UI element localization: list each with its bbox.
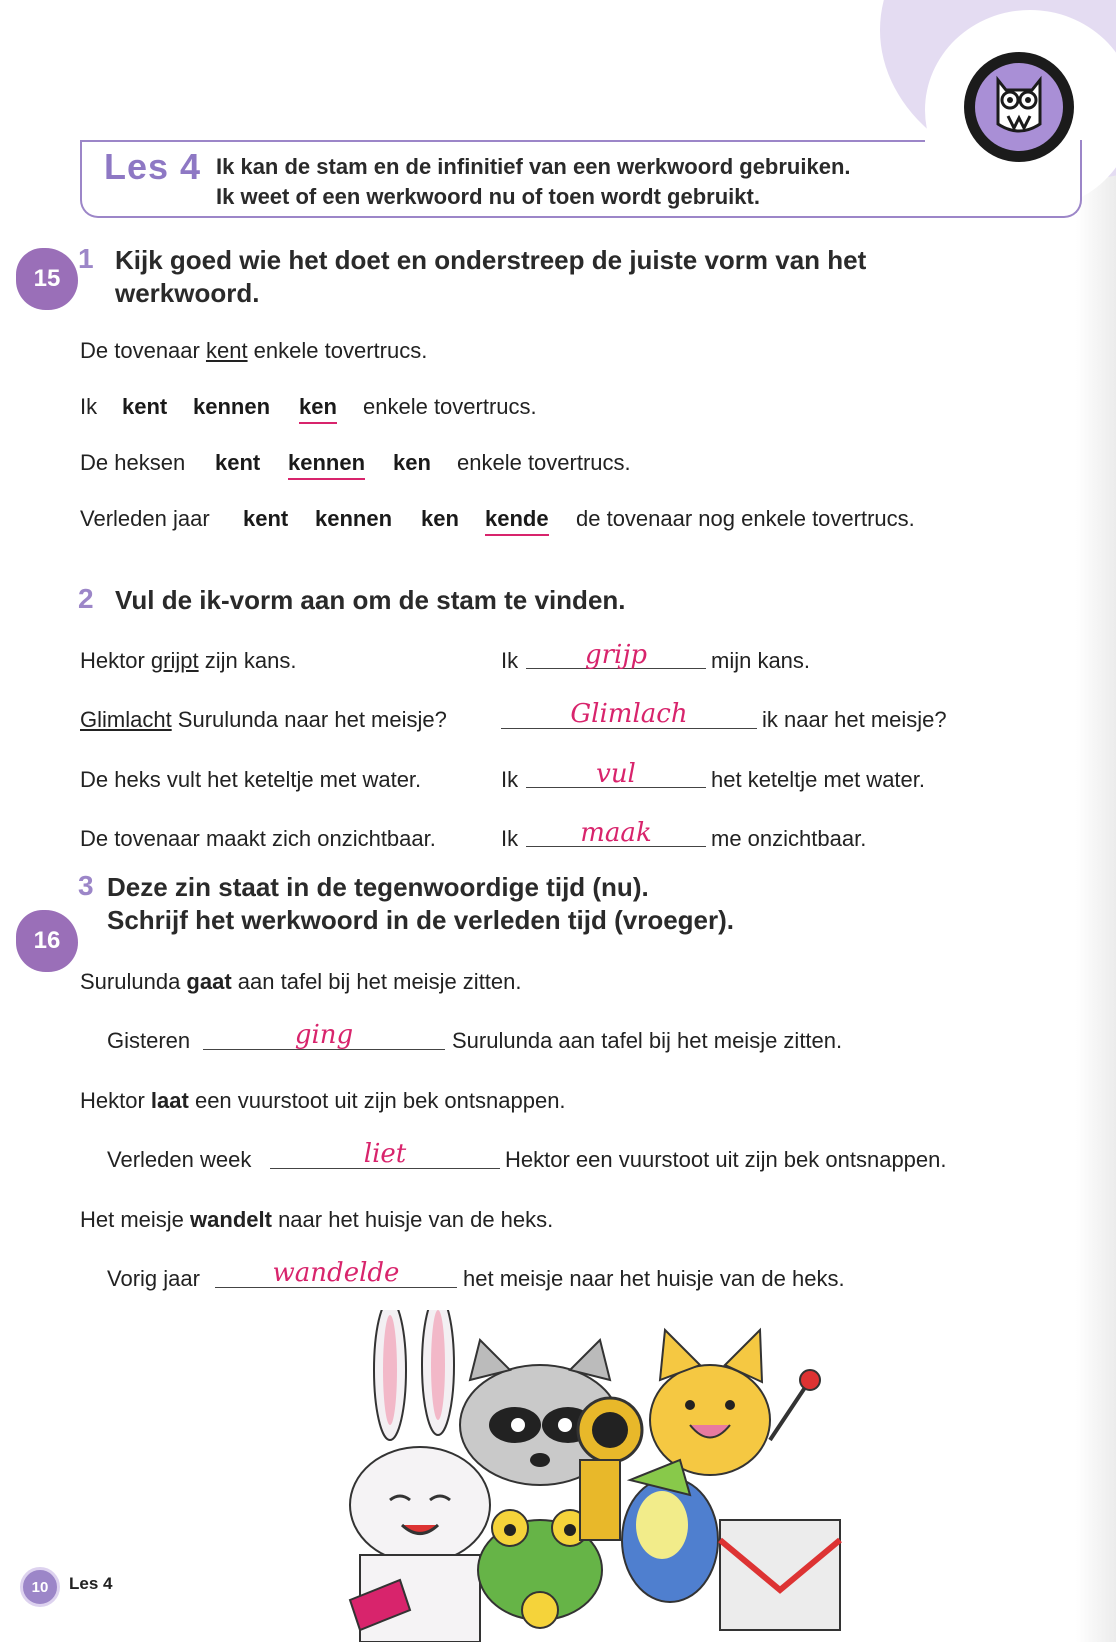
ex3-item1-lead: Gisteren	[107, 1028, 191, 1053]
ex2-row2-rest: ik naar het meisje?	[762, 707, 947, 732]
exercise-3-title-line2: Schrijf het werkwoord in de verleden tijd (vroeger).	[107, 905, 735, 935]
ex2-row2-sentence: Glimlacht Surulunda naar het meisje?	[80, 707, 447, 732]
cat-figure	[650, 1330, 770, 1475]
ex2-row3-sentence: De heks vult het keteltje met water.	[80, 767, 422, 792]
ex1-row2-option-ken[interactable]: ken	[393, 450, 431, 475]
bird-figure	[622, 1460, 718, 1602]
rabbit-figure	[350, 1310, 490, 1642]
ex2-row2-answer: Glimlach	[570, 699, 688, 729]
lesson-header-topline	[80, 140, 925, 142]
footer-lesson-label: Les 4	[69, 1574, 113, 1593]
ex3-item3-rest: het meisje naar het huisje van de heks.	[463, 1266, 845, 1291]
animal-band-illustration	[330, 1310, 890, 1642]
ex2-row4-answer: maak	[580, 818, 652, 848]
exercise-2-number: 2	[78, 583, 94, 614]
ex1-row1-option-ken[interactable]: ken	[299, 394, 337, 424]
ex2-row3-rest: het keteltje met water.	[711, 767, 925, 792]
badge-16: 16	[16, 910, 78, 972]
exercise-1-number: 1	[78, 243, 94, 274]
exercise-1-title-line1: Kijk goed wie het doet en onderstreep de juiste vorm van het	[115, 245, 867, 275]
ex1-row3-subject: Verleden jaar	[80, 506, 210, 531]
exercise-2-title: Vul de ik-vorm aan om de stam te vinden.	[115, 585, 626, 615]
ex1-row3-option-kende[interactable]: kende	[485, 506, 549, 536]
ex3-item3-lead: Vorig jaar	[107, 1266, 200, 1291]
ex2-row4-rest: me onzichtbaar.	[711, 826, 867, 851]
exercise-1-example: De tovenaar kent enkele tovertrucs.	[80, 338, 428, 363]
ex3-item3-sentence: Het meisje wandelt naar het huisje van de heks.	[80, 1207, 554, 1232]
lesson-label: Les 4	[104, 146, 202, 187]
exercise-1-title-line2: werkwoord.	[115, 278, 260, 308]
ex3-item2-answer: liet	[363, 1139, 407, 1169]
badge-15: 15	[16, 248, 78, 310]
ex1-row3-option-kennen[interactable]: kennen	[315, 506, 393, 531]
ex2-row4-sentence: De tovenaar maakt zich onzichtbaar.	[80, 826, 436, 851]
lesson-goal-2: Ik weet of een werkwoord nu of toen wordt gebruikt.	[216, 184, 760, 209]
ex3-item1-rest: Surulunda aan tafel bij het meisje zitten.	[452, 1028, 843, 1053]
page-number-badge: 10	[20, 1567, 60, 1607]
ex1-row2-option-kent[interactable]: kent	[215, 450, 261, 475]
page-edge	[1076, 0, 1116, 1642]
ex1-row1-option-kennen[interactable]: kennen	[193, 394, 271, 419]
ex3-item2-lead: Verleden week	[107, 1147, 252, 1172]
ex1-row2-subject: De heksen	[80, 450, 186, 475]
ex3-item2-sentence: Hektor laat een vuurstoot uit zijn bek ontsnappen.	[80, 1088, 566, 1113]
ex3-item1-answer: ging	[294, 1020, 354, 1050]
ex2-row1-answer: grijp	[584, 640, 648, 670]
ex3-item2-rest: Hektor een vuurstoot uit zijn bek ontsnappen.	[505, 1147, 947, 1172]
ex1-row1-rest: enkele tovertrucs.	[363, 394, 537, 419]
ex2-row3-answer: vul	[596, 759, 636, 789]
ex1-row1-option-kent[interactable]: kent	[122, 394, 168, 419]
ex1-row2-option-kennen[interactable]: kennen	[288, 450, 365, 480]
lesson-goal-1: Ik kan de stam en de infinitief van een werkwoord gebruiken.	[216, 154, 851, 179]
ex2-row1-ik: Ik	[501, 648, 519, 673]
ex2-row1-rest: mijn kans.	[711, 648, 811, 673]
ex3-item3-answer: wandelde	[272, 1258, 400, 1288]
ex1-row3-option-kent[interactable]: kent	[243, 506, 289, 531]
ex2-row3-ik: Ik	[501, 767, 519, 792]
example-verb: kent	[205, 338, 248, 363]
ex1-row1-subject: Ik	[80, 394, 98, 419]
ex2-row4-ik: Ik	[501, 826, 519, 851]
ex1-row3-option-ken[interactable]: ken	[421, 506, 459, 531]
ex2-row1-sentence: Hektor grijpt zijn kans.	[80, 648, 297, 673]
ex1-row3-rest: de tovenaar nog enkele tovertrucs.	[576, 506, 915, 531]
exercise-3-number: 3	[78, 870, 94, 901]
ex3-item1-sentence: Surulunda gaat aan tafel bij het meisje zitten.	[80, 969, 522, 994]
exercise-3-title-line1: Deze zin staat in de tegenwoordige tijd (nu).	[107, 872, 649, 902]
ex1-row2-rest: enkele tovertrucs.	[457, 450, 631, 475]
